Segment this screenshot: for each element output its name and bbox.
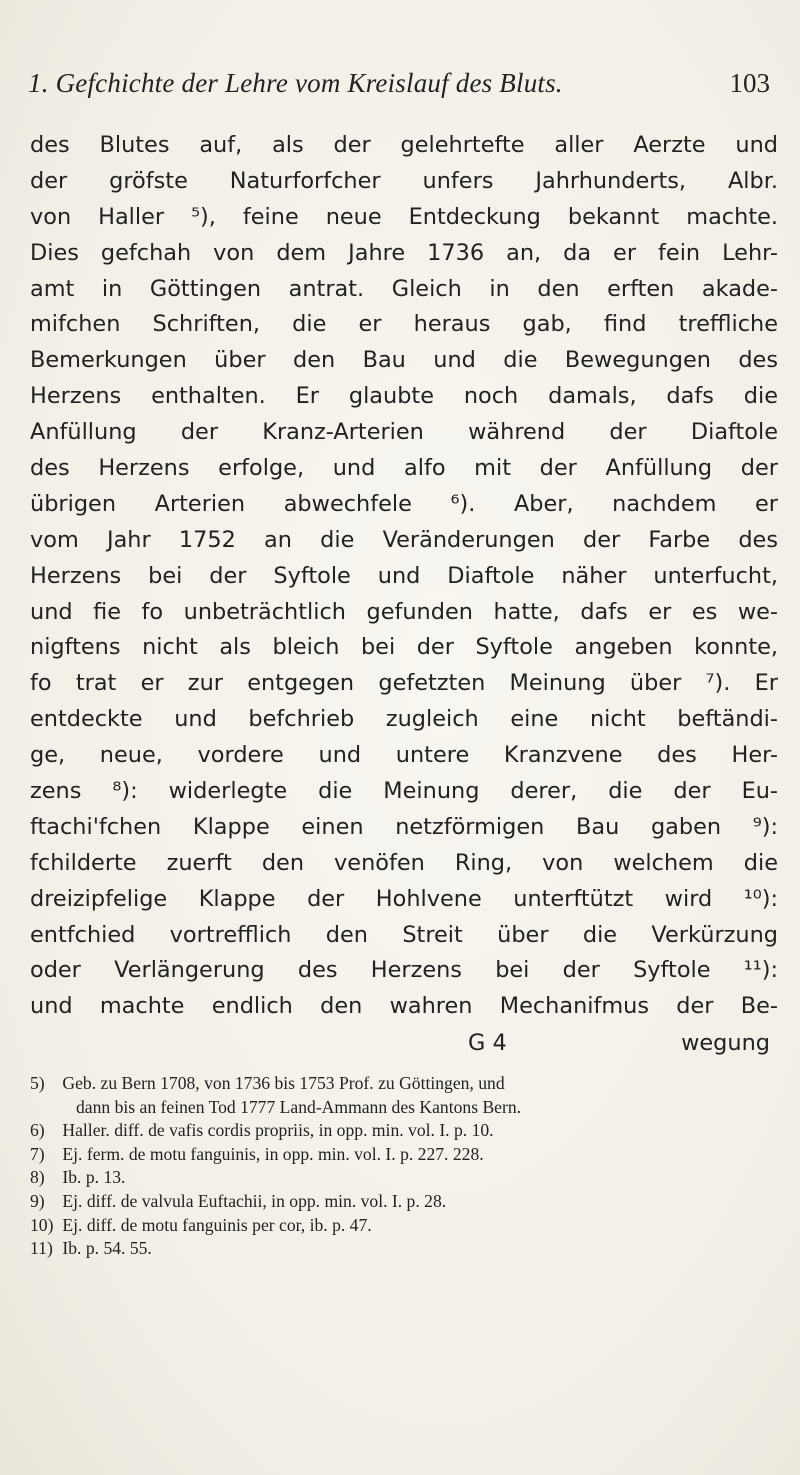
catchword: wegung xyxy=(681,1030,770,1056)
footnote-number: 10) xyxy=(30,1214,54,1235)
footnote-number: 6) xyxy=(30,1120,45,1141)
text-line: der gröfste Naturforfcher unfers Jahrhunderts, Albr. xyxy=(30,167,778,194)
text-line: amt in Göttingen antrat. Gleich in den erften akade- xyxy=(30,275,778,302)
text-line: übrigen Arterien abwechfele ⁶). Aber, nachdem er xyxy=(30,490,778,517)
signature-mark: G 4 xyxy=(468,1030,507,1056)
text-line: entdeckte und befchrieb zugleich eine nicht beftändi- xyxy=(30,706,778,733)
text-line: entfchied vortrefflich den Streit über die Verkürzung xyxy=(30,921,778,948)
footnote-number: 8) xyxy=(30,1167,45,1188)
footnote-number: 9) xyxy=(30,1190,45,1211)
text-line: fchilderte zuerft den venöfen Ring, von welchem die xyxy=(30,849,778,876)
footnote-text: Haller. diff. de vafis cordis propriis, in opp. min. vol. I. p. 10. xyxy=(62,1120,494,1141)
footnote xyxy=(30,1072,778,1096)
footnote-text: Ib. p. 13. xyxy=(62,1167,126,1188)
text-line: zens ⁸): widerlegte die Meinung derer, die der Eu- xyxy=(30,778,778,805)
text-line: Herzens enthalten. Er glaubte noch damals, dafs die xyxy=(30,383,778,410)
text-line: Dies gefchah von dem Jahre 1736 an, da er fein Lehr- xyxy=(30,239,778,266)
text-line: mifchen Schriften, die er heraus gab, find treffliche xyxy=(30,311,778,338)
body-text xyxy=(30,128,778,1025)
footnote-number: 11) xyxy=(30,1238,53,1259)
text-line: des Herzens erfolge, und alfo mit der Anfüllung der xyxy=(30,455,778,482)
footnote xyxy=(30,1237,778,1261)
text-line: und fie fo unbeträchtlich gefunden hatte, dafs er es we- xyxy=(30,598,778,625)
chapter-title: 1. Gefchichte der Lehre vom Kreislauf des Bluts. xyxy=(28,68,563,98)
text-line: dreizipfelige Klappe der Hohlvene unterftützt wird ¹⁰): xyxy=(30,885,778,912)
text-line: und machte endlich den wahren Mechanifmus der Be- xyxy=(30,993,778,1020)
footnote-continuation: dann bis an feinen Tod 1777 Land-Ammann des Kantons Bern. xyxy=(76,1096,522,1117)
footnote-text: Ej. diff. de valvula Euftachii, in opp. min. vol. I. p. 28. xyxy=(62,1190,447,1211)
text-line: Anfüllung der Kranz-Arterien während der Diaftole xyxy=(30,419,778,446)
footnotes xyxy=(30,1072,778,1261)
footnote xyxy=(30,1119,778,1143)
text-line: vom Jahr 1752 an die Veränderungen der Farbe des xyxy=(30,526,778,553)
text-line: Herzens bei der Syftole und Diaftole näher unterfucht, xyxy=(30,562,778,589)
text-line: des Blutes auf, als der gelehrtefte aller Aerzte und xyxy=(30,132,778,158)
footnote-number: 7) xyxy=(30,1143,45,1164)
text-line: Bemerkungen über den Bau und die Bewegungen des xyxy=(30,347,778,374)
footnote xyxy=(30,1143,778,1167)
footnote xyxy=(30,1214,778,1238)
footnote-text: Ej. diff. de motu fanguinis per cor, ib. p. 47. xyxy=(62,1214,372,1235)
footnote-text: Ej. ferm. de motu fanguinis, in opp. min. vol. I. p. 227. 228. xyxy=(62,1143,484,1164)
text-line: ftachi'fchen Klappe einen netzförmigen Bau gaben ⁹): xyxy=(30,813,778,840)
footnote xyxy=(30,1166,778,1190)
text-line: fo trat er zur entgegen gefetzten Meinung über ⁷). Er xyxy=(30,670,778,697)
running-head xyxy=(28,68,780,108)
text-line: oder Verlängerung des Herzens bei der Syftole ¹¹): xyxy=(30,957,778,984)
text-line: nigftens nicht als bleich bei der Syftole angeben konnte, xyxy=(30,634,778,661)
text-line: von Haller ⁵), feine neue Entdeckung bekannt machte. xyxy=(30,203,778,230)
footnote xyxy=(30,1190,778,1214)
text-line: ge, neue, vordere und untere Kranzvene des Her- xyxy=(30,742,778,769)
footnote-number: 5) xyxy=(30,1073,45,1093)
page-number: 103 xyxy=(729,68,770,98)
footnote-text: Ib. p. 54. 55. xyxy=(62,1238,152,1259)
footnote-text: Geb. zu Bern 1708, von 1736 bis 1753 Prof. zu Göttingen, und xyxy=(62,1073,505,1093)
